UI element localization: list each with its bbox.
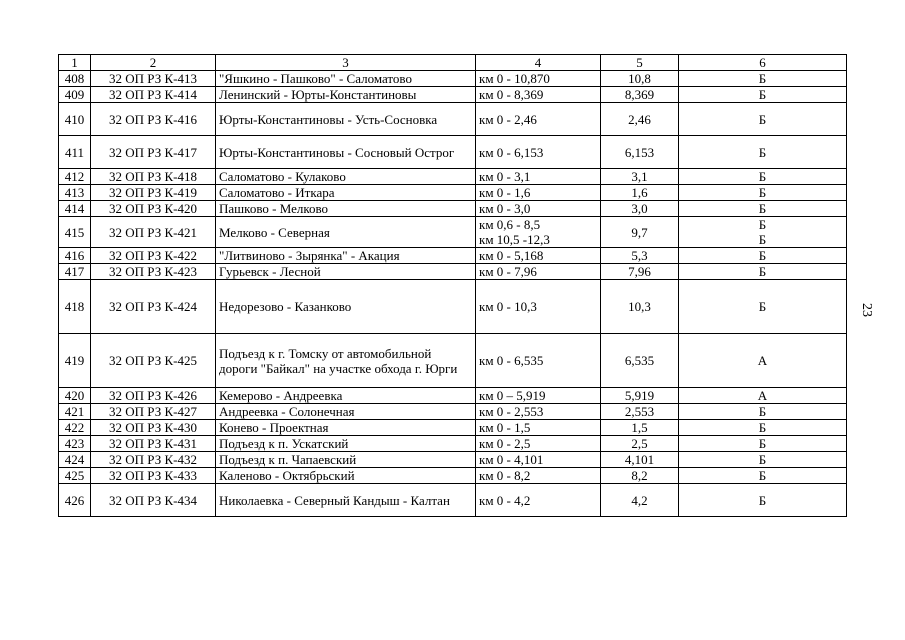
- category-cell: [679, 468, 847, 484]
- length-cell: 4,101: [601, 452, 679, 468]
- km-range-cell: [476, 185, 601, 201]
- road-id-cell: 32 ОП РЗ К-424: [91, 280, 216, 334]
- column-header: 6: [679, 55, 847, 71]
- km-range-text: км 0 - 3,0: [479, 201, 531, 216]
- category-text: Б: [758, 299, 767, 314]
- row-number-cell: 410: [59, 103, 91, 136]
- table-row: [59, 484, 847, 517]
- km-range-text: км 0 - 4,101: [479, 452, 544, 467]
- length-cell: 9,7: [601, 217, 679, 248]
- km-range-cell: [476, 264, 601, 280]
- road-name-cell: Андреевка - Солонечная: [216, 404, 476, 420]
- category-cell: [679, 436, 847, 452]
- road-name-cell: Гурьевск - Лесной: [216, 264, 476, 280]
- length-cell: 8,369: [601, 87, 679, 103]
- row-number-cell: 420: [59, 388, 91, 404]
- category-text: Б: [758, 217, 767, 232]
- category-cell: [679, 248, 847, 264]
- km-range-text: км 0,6 - 8,5: [479, 217, 541, 232]
- km-range-text: км 0 - 1,6: [479, 185, 531, 200]
- road-id-cell: 32 ОП РЗ К-420: [91, 201, 216, 217]
- km-range-cell: [476, 71, 601, 87]
- category-text: Б: [758, 87, 767, 102]
- km-range-cell: [476, 136, 601, 169]
- page-number: 23: [859, 303, 874, 317]
- table-row: [59, 404, 847, 420]
- km-range-cell: [476, 452, 601, 468]
- table-row: [59, 468, 847, 484]
- column-header: 3: [216, 55, 476, 71]
- road-id-cell: 32 ОП РЗ К-434: [91, 484, 216, 517]
- category-cell: [679, 71, 847, 87]
- row-number-cell: 409: [59, 87, 91, 103]
- category-cell: [679, 201, 847, 217]
- km-range-cell: [476, 468, 601, 484]
- row-number-cell: 426: [59, 484, 91, 517]
- km-range-text: км 0 - 8,2: [479, 468, 531, 483]
- road-name-cell: Подъезд к п. Чапаевский: [216, 452, 476, 468]
- km-range-text: км 0 - 2,46: [479, 111, 537, 127]
- row-number-cell: 417: [59, 264, 91, 280]
- length-cell: 3,1: [601, 169, 679, 185]
- km-range-text: км 0 - 2,553: [479, 404, 544, 419]
- table-row: [59, 334, 847, 388]
- row-number-cell: 419: [59, 334, 91, 388]
- km-range-cell: [476, 420, 601, 436]
- road-name-cell: Ленинский - Юрты-Константиновы: [216, 87, 476, 103]
- category-cell: [679, 484, 847, 517]
- road-name-cell: Конево - Проектная: [216, 420, 476, 436]
- km-range-cell: [476, 217, 601, 248]
- category-text: Б: [758, 452, 767, 467]
- table-row: [59, 452, 847, 468]
- category-cell: [679, 404, 847, 420]
- table-row: [59, 217, 847, 248]
- category-cell: [679, 452, 847, 468]
- length-cell: 2,46: [601, 103, 679, 136]
- table-row: [59, 248, 847, 264]
- road-name-cell: Подъезд к п. Ускатский: [216, 436, 476, 452]
- length-cell: 2,553: [601, 404, 679, 420]
- road-name-cell: Подъезд к г. Томску от автомобильной дороги "Байкал" на участке обхода г. Юрги: [216, 334, 476, 388]
- category-text: Б: [758, 144, 767, 160]
- km-range-text: км 10,5 -12,3: [479, 232, 550, 247]
- length-cell: 1,5: [601, 420, 679, 436]
- road-id-cell: 32 ОП РЗ К-418: [91, 169, 216, 185]
- road-name-cell: Николаевка - Северный Кандыш - Калтан: [216, 484, 476, 517]
- km-range-cell: [476, 484, 601, 517]
- category-text: Б: [758, 468, 767, 483]
- km-range-cell: [476, 436, 601, 452]
- road-name-cell: "Литвиново - Зырянка" - Акация: [216, 248, 476, 264]
- category-cell: [679, 169, 847, 185]
- category-text: Б: [758, 71, 767, 86]
- road-id-cell: 32 ОП РЗ К-432: [91, 452, 216, 468]
- table-row: [59, 87, 847, 103]
- category-text: Б: [758, 111, 767, 127]
- road-id-cell: 32 ОП РЗ К-431: [91, 436, 216, 452]
- km-range-text: км 0 - 3,1: [479, 169, 531, 184]
- road-id-cell: 32 ОП РЗ К-430: [91, 420, 216, 436]
- road-name-cell: Саломатово - Кулаково: [216, 169, 476, 185]
- road-id-cell: 32 ОП РЗ К-421: [91, 217, 216, 248]
- row-number-cell: 413: [59, 185, 91, 201]
- category-cell: [679, 264, 847, 280]
- road-id-cell: 32 ОП РЗ К-423: [91, 264, 216, 280]
- road-id-cell: 32 ОП РЗ К-417: [91, 136, 216, 169]
- category-text: Б: [758, 420, 767, 435]
- length-cell: 10,8: [601, 71, 679, 87]
- km-range-text: км 0 – 5,919: [479, 388, 546, 403]
- road-name-cell: Недорезово - Казанково: [216, 280, 476, 334]
- length-cell: 8,2: [601, 468, 679, 484]
- road-name-cell: Юрты-Константиновы - Усть-Сосновка: [216, 103, 476, 136]
- table-row: [59, 169, 847, 185]
- km-range-cell: [476, 334, 601, 388]
- length-cell: 5,3: [601, 248, 679, 264]
- road-id-cell: 32 ОП РЗ К-427: [91, 404, 216, 420]
- length-cell: 3,0: [601, 201, 679, 217]
- column-header: 5: [601, 55, 679, 71]
- table-row: [59, 201, 847, 217]
- category-cell: [679, 87, 847, 103]
- category-text: Б: [758, 492, 767, 508]
- road-name-cell: Юрты-Константиновы - Сосновый Острог: [216, 136, 476, 169]
- table-header-row: [59, 55, 847, 71]
- row-number-cell: 422: [59, 420, 91, 436]
- category-text: Б: [758, 185, 767, 200]
- road-id-cell: 32 ОП РЗ К-413: [91, 71, 216, 87]
- category-cell: [679, 136, 847, 169]
- table-body: [59, 71, 847, 517]
- category-cell: [679, 420, 847, 436]
- road-id-cell: 32 ОП РЗ К-414: [91, 87, 216, 103]
- category-text: Б: [758, 248, 767, 263]
- length-cell: 6,153: [601, 136, 679, 169]
- km-range-cell: [476, 87, 601, 103]
- column-header: 4: [476, 55, 601, 71]
- category-cell: [679, 280, 847, 334]
- category-cell: [679, 388, 847, 404]
- km-range-text: км 0 - 6,153: [479, 144, 544, 160]
- road-id-cell: 32 ОП РЗ К-422: [91, 248, 216, 264]
- category-text: Б: [758, 201, 767, 216]
- table-row: [59, 136, 847, 169]
- road-id-cell: 32 ОП РЗ К-416: [91, 103, 216, 136]
- km-range-text: км 0 - 10,870: [479, 71, 550, 86]
- category-text: Б: [758, 264, 767, 279]
- length-cell: 7,96: [601, 264, 679, 280]
- km-range-text: км 0 - 1,5: [479, 420, 531, 435]
- table-row: [59, 420, 847, 436]
- length-cell: 6,535: [601, 334, 679, 388]
- category-cell: [679, 103, 847, 136]
- road-name-cell: Саломатово - Иткара: [216, 185, 476, 201]
- km-range-cell: [476, 280, 601, 334]
- row-number-cell: 418: [59, 280, 91, 334]
- row-number-cell: 421: [59, 404, 91, 420]
- row-number-cell: 425: [59, 468, 91, 484]
- table-row: [59, 185, 847, 201]
- length-cell: 1,6: [601, 185, 679, 201]
- road-name-cell: Мелково - Северная: [216, 217, 476, 248]
- category-text: Б: [758, 436, 767, 451]
- category-cell: [679, 334, 847, 388]
- km-range-text: км 0 - 5,168: [479, 248, 544, 263]
- column-header: 1: [59, 55, 91, 71]
- table-row: [59, 264, 847, 280]
- km-range-text: км 0 - 8,369: [479, 87, 544, 102]
- road-id-cell: 32 ОП РЗ К-433: [91, 468, 216, 484]
- km-range-cell: [476, 404, 601, 420]
- row-number-cell: 414: [59, 201, 91, 217]
- length-cell: 10,3: [601, 280, 679, 334]
- table-row: [59, 280, 847, 334]
- row-number-cell: 423: [59, 436, 91, 452]
- roads-table: [58, 54, 847, 517]
- table-row: [59, 71, 847, 87]
- road-name-cell: Каленово - Октябрьский: [216, 468, 476, 484]
- length-cell: 2,5: [601, 436, 679, 452]
- table-row: [59, 388, 847, 404]
- category-text: А: [757, 388, 768, 403]
- length-cell: 5,919: [601, 388, 679, 404]
- length-cell: 4,2: [601, 484, 679, 517]
- km-range-cell: [476, 388, 601, 404]
- road-name-cell: Пашково - Мелково: [216, 201, 476, 217]
- row-number-cell: 412: [59, 169, 91, 185]
- category-text: А: [757, 353, 768, 368]
- category-text: Б: [758, 232, 767, 247]
- km-range-text: км 0 - 7,96: [479, 264, 537, 279]
- km-range-text: км 0 - 10,3: [479, 299, 537, 314]
- table-row: [59, 103, 847, 136]
- row-number-cell: 416: [59, 248, 91, 264]
- km-range-text: км 0 - 6,535: [479, 353, 544, 368]
- row-number-cell: 408: [59, 71, 91, 87]
- category-text: Б: [758, 169, 767, 184]
- road-id-cell: 32 ОП РЗ К-425: [91, 334, 216, 388]
- road-name-cell: "Яшкино - Пашково" - Саломатово: [216, 71, 476, 87]
- column-header: 2: [91, 55, 216, 71]
- road-name-cell: Кемерово - Андреевка: [216, 388, 476, 404]
- category-text: Б: [758, 404, 767, 419]
- row-number-cell: 415: [59, 217, 91, 248]
- km-range-text: км 0 - 2,5: [479, 436, 531, 451]
- table-row: [59, 436, 847, 452]
- km-range-cell: [476, 248, 601, 264]
- category-cell: [679, 185, 847, 201]
- road-id-cell: 32 ОП РЗ К-419: [91, 185, 216, 201]
- km-range-cell: [476, 201, 601, 217]
- road-id-cell: 32 ОП РЗ К-426: [91, 388, 216, 404]
- km-range-cell: [476, 103, 601, 136]
- row-number-cell: 411: [59, 136, 91, 169]
- km-range-cell: [476, 169, 601, 185]
- km-range-text: км 0 - 4,2: [479, 492, 531, 508]
- row-number-cell: 424: [59, 452, 91, 468]
- category-cell: [679, 217, 847, 248]
